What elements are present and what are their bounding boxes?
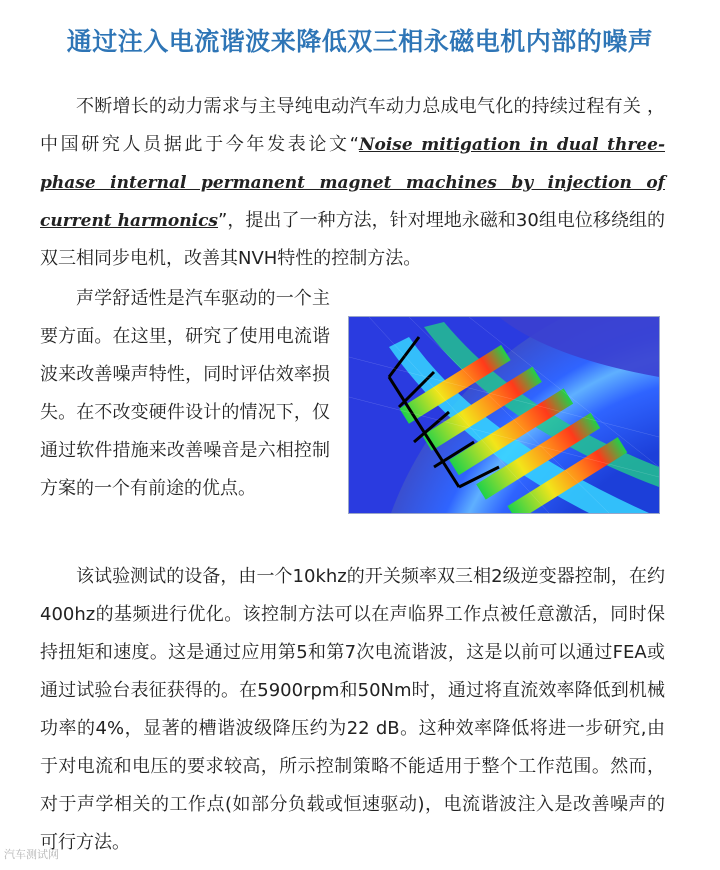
intro-text-before: 不断增长的动力需求与主导纯电动汽车动力总成电气化的持续过程有关 ，中国研究人员据此于今年发表论文“ [40,96,665,155]
fea-motor-figure [348,316,660,514]
fea-motor-field-plot-icon [349,317,659,513]
paragraph-test-results: 该试验测试的设备，由一个10khz的开关频率双三相2级逆变器控制，在约400hz的基频进行优化。该控制方法可以在声临界工作点被任意激活，同时保持扭矩和速度。这是通过应用第5和第7次电流谐波，这是以前可以通过FEA或通过试验台表征获得的。在5900rpm和50Nm时，通过将直流效率降低到机械功率的4%，显著的槽谐波级降压约为22 dB。这种效率降低将进一步研究,由于对电流和电压的要求较高，所示控制策略不能适用于整个工作范围。然而，对于声学相关的工作点(如部分负载或恒速驱动)，电流谐波注入是改善噪声的可行方法。 [40,566,665,853]
intro-text-after: ”，提出了一种方法，针对埋地永磁和30组电位移绕组的双三相同步电机，改善其NVH特性的控制方法。 [40,210,666,269]
paragraph-acoustic: 声学舒适性是汽车驱动的一个主要方面。在这里，研究了使用电流谐波来改善噪声特性，同时评估效率损失。在不改变硬件设计的情况下，仅通过软件措施来改善噪音是六相控制方案的一个有前途的优点。 [40,288,330,499]
watermark: 汽车测试网 [4,848,59,861]
paper-title: Noise mitigation in dual three-phase internal permanent magnet machines by injection of current harmonics [40,135,665,231]
paragraph-intro [40,88,665,278]
page-title: 通过注入电流谐波来降低双三相永磁电机内部的噪声 [66,27,654,56]
